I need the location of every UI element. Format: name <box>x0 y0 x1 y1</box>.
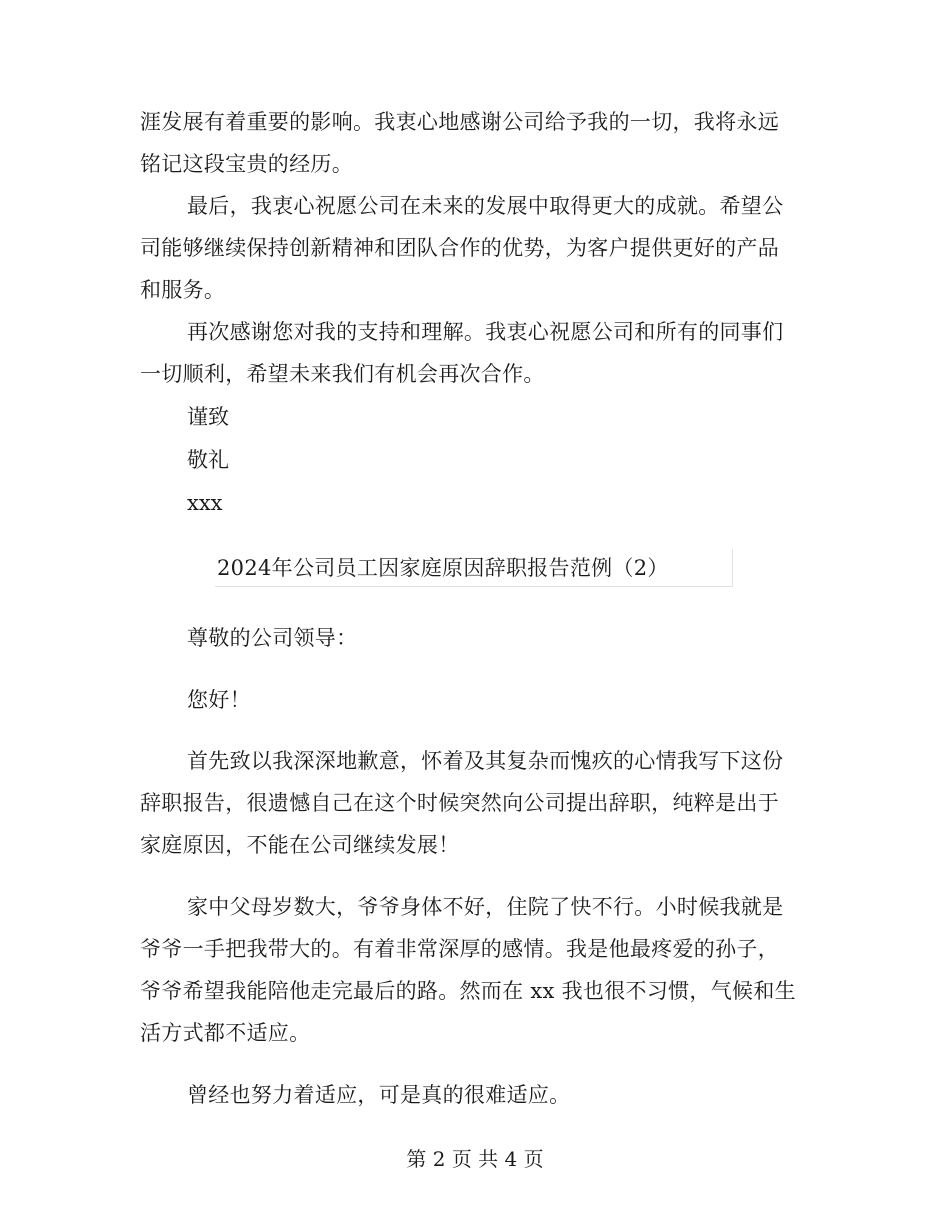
regards-line-2: 敬礼 <box>187 448 229 472</box>
paragraph-continuation <box>140 101 810 185</box>
text-line: 铭记这段宝贵的经历。 <box>140 152 353 176</box>
salutation: 尊敬的公司领导： <box>187 626 358 650</box>
text-line: 再次感谢您对我的支持和理解。我衷心祝愿公司和所有的同事们 <box>187 320 784 344</box>
paragraph-tried <box>140 1074 810 1116</box>
text-line: 涯发展有着重要的影响。我衷心地感谢公司给予我的一切，我将永远 <box>140 110 779 134</box>
paragraph-family <box>140 886 810 1054</box>
text-line: 辞职报告，很遗憾自己在这个时候突然向公司提出辞职，纯粹是出于 <box>140 791 779 815</box>
text-line: 曾经也努力着适应，可是真的很难适应。 <box>187 1083 571 1107</box>
text-line: 爷爷希望我能陪他走完最后的路。然而在 xx 我也很不习惯，气候和生 <box>140 979 796 1003</box>
paragraph-apology <box>140 740 810 866</box>
text-line: 司能够继续保持创新精神和团队合作的优势，为客户提供更好的产品 <box>140 236 779 260</box>
greeting-block <box>140 679 810 721</box>
greeting: 您好！ <box>187 688 251 712</box>
text-line: 和服务。 <box>140 278 226 302</box>
paragraph-closing-wish <box>140 185 810 311</box>
text-line: 活方式都不适应。 <box>140 1021 311 1045</box>
page-number-footer: 第 2 页 共 4 页 <box>406 1147 544 1171</box>
section-title: 2024年公司员工因家庭原因辞职报告范例（2） <box>215 549 733 587</box>
text-line: 最后，我衷心祝愿公司在未来的发展中取得更大的成就。希望公 <box>187 194 784 218</box>
text-line: 家庭原因，不能在公司继续发展！ <box>140 833 460 857</box>
signature: xxx <box>187 491 223 515</box>
text-line: 家中父母岁数大，爷爷身体不好，住院了快不行。小时候我就是 <box>187 895 784 919</box>
regards-line-1: 谨致 <box>187 405 229 429</box>
paragraph-thanks <box>140 311 810 395</box>
text-line: 爷爷一手把我带大的。有着非常深厚的感情。我是他最疼爱的孙子， <box>140 937 779 961</box>
text-line: 一切顺利，希望未来我们有机会再次合作。 <box>140 362 545 386</box>
salutation-block <box>140 617 810 659</box>
text-line: 首先致以我深深地歉意，怀着及其复杂而愧疚的心情我写下这份 <box>187 749 784 773</box>
